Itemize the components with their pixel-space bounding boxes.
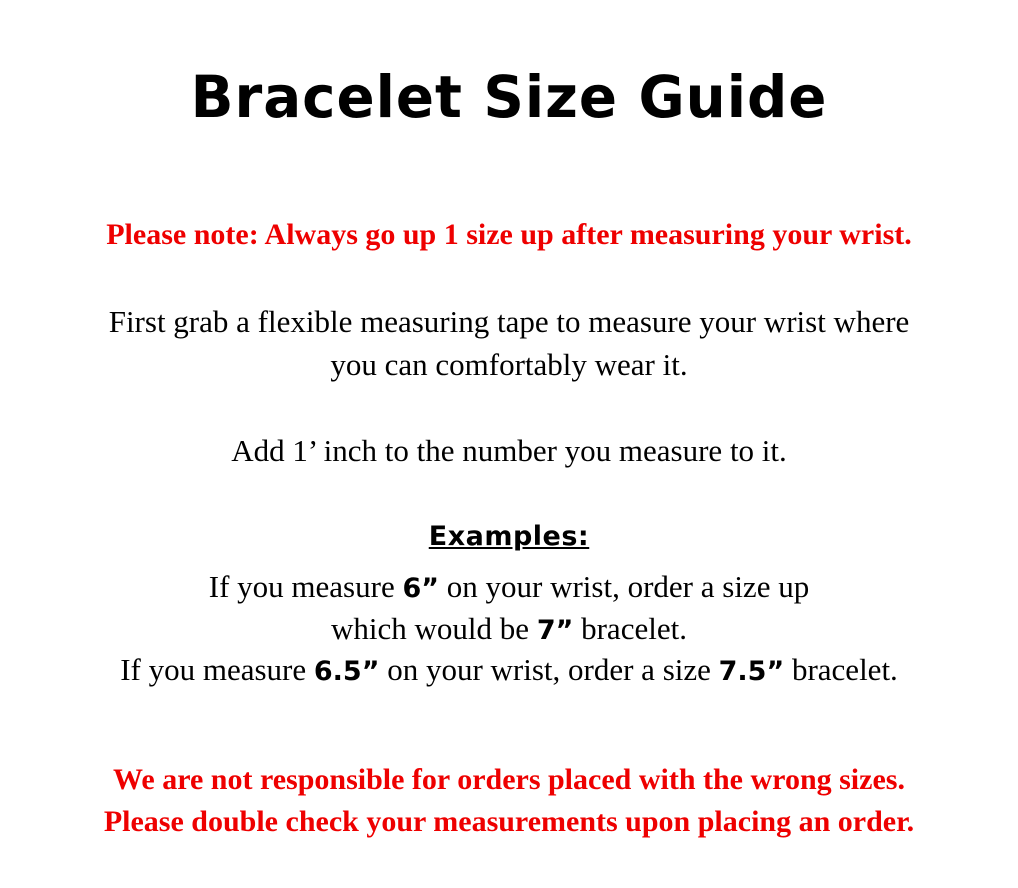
warning-line-1: We are not responsible for orders placed with the wrong sizes. <box>113 763 905 797</box>
example-2-text-c: bracelet. <box>784 652 898 688</box>
example-1-order-size: 7” <box>536 614 574 646</box>
examples-heading: Examples: <box>428 520 590 552</box>
example-2-order-size: 7.5” <box>718 656 785 688</box>
warning-text <box>24 691 994 843</box>
example-1-text-a: If you measure <box>208 568 403 604</box>
examples-body <box>24 552 994 692</box>
instruction-line-1: First grab a flexible measuring tape to measure your wrist where <box>108 304 910 340</box>
example-1-measured-size: 6” <box>402 572 440 604</box>
instruction-paragraph <box>24 253 994 386</box>
example-1-text-c: which would be <box>331 610 537 646</box>
example-1-line-1 <box>24 566 994 608</box>
example-1-text-d: bracelet. <box>573 610 687 646</box>
page-title: Bracelet Size Guide <box>190 63 828 131</box>
example-1-line-2 <box>24 608 994 650</box>
warning-line-2: Please double check your measurements upon placing an order. <box>103 805 915 839</box>
add-inch-instruction: Add 1’ inch to the number you measure to it. <box>231 433 787 469</box>
example-2-text-a: If you measure <box>120 652 314 688</box>
instruction-line-2: you can comfortably wear it. <box>330 346 688 382</box>
please-note-text: Please note: Always go up 1 size up after measuring your wrist. <box>106 217 912 251</box>
example-2-text-b: on your wrist, order a size <box>379 652 719 688</box>
example-2-line-1 <box>24 649 994 691</box>
example-1-text-b: on your wrist, order a size up <box>439 568 810 604</box>
example-2-measured-size: 6.5” <box>313 656 380 688</box>
